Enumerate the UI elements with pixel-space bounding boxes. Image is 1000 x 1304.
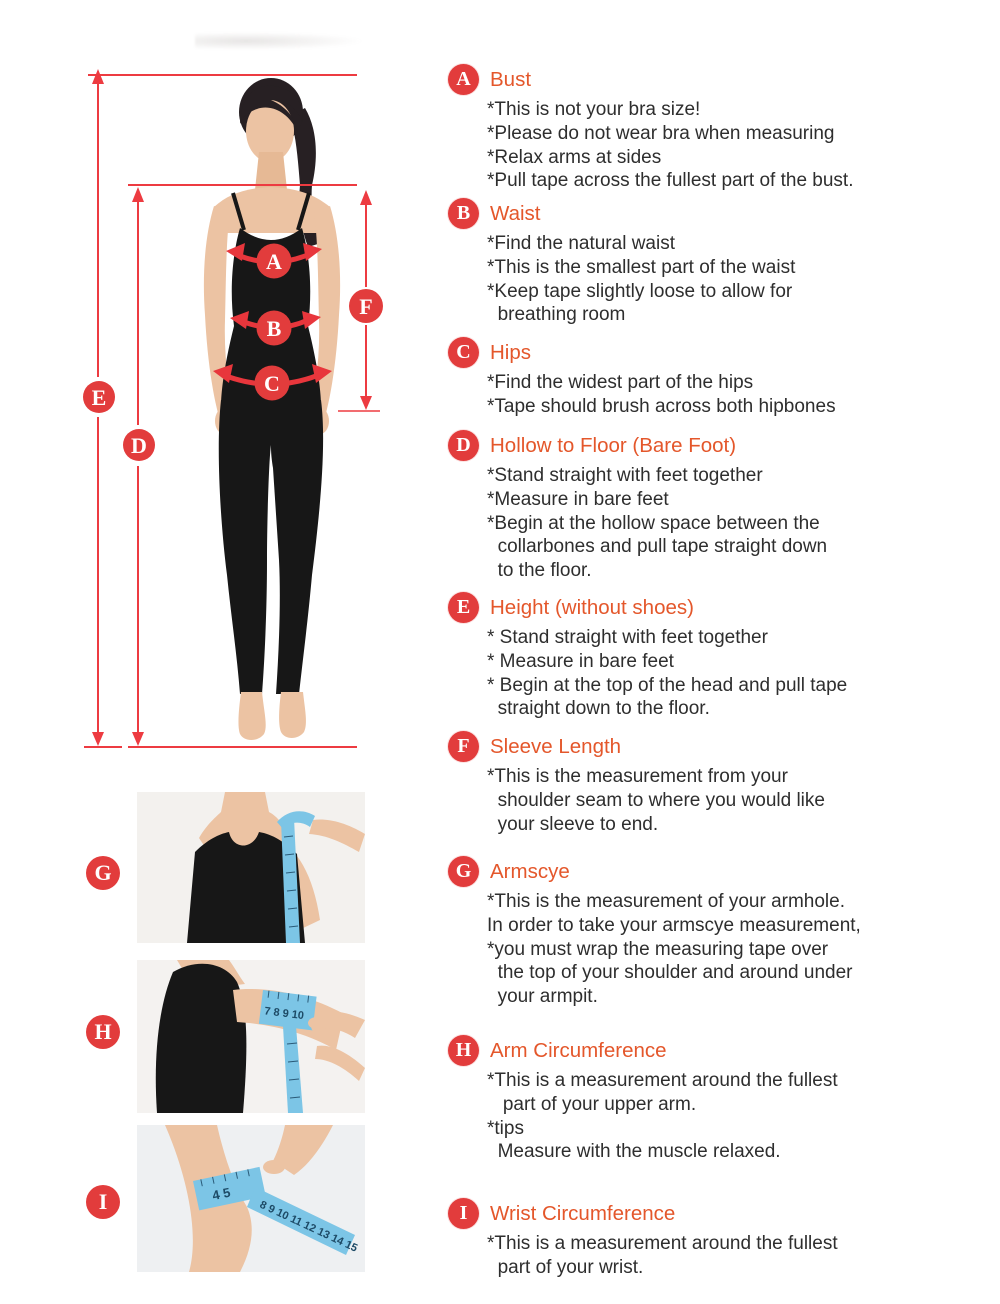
text-line: straight down to the floor. [487, 698, 710, 720]
section-body [487, 98, 996, 193]
badge-d [448, 430, 479, 461]
chest [212, 187, 332, 233]
badge-h-right [448, 1035, 479, 1066]
marker-letter-d: D [131, 433, 147, 458]
text-line: breathing room [487, 304, 626, 326]
text-line: *Pull tape across the fullest part of the bust. [487, 170, 854, 192]
section-header [448, 64, 996, 95]
text-line: part of your wrist. [487, 1256, 644, 1278]
text-line: *Tape should brush across both hipbones [487, 395, 836, 417]
text-line: *tips [487, 1117, 524, 1139]
arm-circumference-photo [137, 960, 365, 1113]
text-line: * Begin at the top of the head and pull tape [487, 674, 848, 696]
sleeve-arrow-down [360, 396, 372, 410]
tank-side [156, 964, 247, 1113]
pinching-fingers [263, 1160, 285, 1174]
band-numbers: 4 5 [210, 1184, 232, 1204]
text-line: * Measure in bare feet [487, 650, 674, 672]
section-body [487, 626, 996, 721]
model-measurement-figure [0, 0, 440, 780]
model-photo [204, 78, 340, 740]
section-armscye [448, 856, 996, 1009]
left-foot [238, 692, 265, 740]
section-header [448, 198, 996, 229]
badge-g-letter: G [94, 860, 112, 885]
section-title: Height (without shoes) [490, 595, 694, 619]
badge-b-letter: B [456, 202, 471, 224]
text-line: *Please do not wear bra when measuring [487, 122, 835, 144]
section-hollow-to-floor [448, 430, 996, 583]
section-title: Waist [490, 201, 541, 225]
text-line: part of your upper arm. [487, 1093, 697, 1115]
right-foot [279, 692, 306, 738]
text-line: *you must wrap the measuring tape over [487, 938, 829, 960]
section-wrist-circumference [448, 1198, 996, 1280]
section-header [448, 856, 996, 887]
section-bust [448, 64, 996, 193]
section-header [448, 430, 996, 461]
section-header [448, 592, 996, 623]
badge-h-letter: H [94, 1019, 112, 1044]
waist-arrow-right-head [302, 311, 321, 329]
badge-i-letter: I [98, 1189, 108, 1214]
section-title: Hips [490, 340, 532, 364]
badge-h-right-letter: H [455, 1039, 472, 1061]
text-line: In order to take your armscye measurement, [487, 914, 861, 936]
section-sleeve-length [448, 731, 996, 836]
section-hips [448, 337, 996, 419]
section-body [487, 464, 996, 583]
text-line: *Find the widest part of the hips [487, 372, 754, 393]
marker-letter-f: F [359, 294, 373, 319]
text-line: shoulder seam to where you would like [487, 789, 825, 811]
pinching-fingers [308, 1017, 326, 1029]
badge-b [448, 198, 479, 229]
section-body [487, 371, 996, 419]
badge-c-letter: C [456, 341, 471, 363]
section-waist [448, 198, 996, 327]
text-line: *Measure in bare feet [487, 488, 669, 510]
badge-c [448, 337, 479, 368]
badge-f-letter: F [457, 735, 470, 757]
text-line: *This is a measurement around the fullest [487, 1070, 838, 1091]
marker-letter-b: B [266, 316, 282, 341]
tape-numbers: 7 8 9 10 [263, 1005, 305, 1023]
height-arrow-up [92, 69, 104, 84]
text-line: your armpit. [487, 986, 598, 1008]
text-line: *Begin at the hollow space between the [487, 512, 820, 534]
badge-i-right-letter: I [459, 1202, 468, 1224]
section-header [448, 1198, 996, 1229]
badge-d-letter: D [456, 434, 471, 456]
text-line: Measure with the muscle relaxed. [487, 1141, 781, 1163]
text-line: collarbones and pull tape straight down [487, 536, 828, 558]
text-line: your sleeve to end. [487, 813, 659, 835]
text-line: * Stand straight with feet together [487, 627, 768, 648]
section-body [487, 765, 996, 836]
tail-numbers: 8 9 10 11 12 13 14 15 [257, 1198, 360, 1255]
text-line: *Keep tape slightly loose to allow for [487, 280, 793, 302]
text-line: *Relax arms at sides [487, 146, 662, 168]
badge-g [86, 856, 120, 890]
section-body [487, 1232, 996, 1280]
sleeve-arrow-up [360, 190, 372, 205]
marker-letter-a: A [266, 249, 282, 274]
section-body [487, 1069, 996, 1164]
badge-f [448, 731, 479, 762]
section-title: Armscye [490, 859, 570, 883]
wrist-circumference-photo [137, 1125, 365, 1272]
marker-letter-e: E [91, 385, 107, 410]
section-title: Wrist Circumference [490, 1201, 676, 1225]
badge-h [86, 1015, 120, 1049]
badge-a-letter: A [456, 68, 471, 90]
section-title: Arm Circumference [490, 1038, 667, 1062]
text-line: *This is the measurement from your [487, 766, 788, 787]
section-header [448, 731, 996, 762]
section-title: Hollow to Floor (Bare Foot) [490, 433, 737, 457]
text-line: *This is not your bra size! [487, 99, 701, 120]
tape-band [259, 990, 317, 1030]
section-title: Bust [490, 67, 532, 91]
section-header [448, 1035, 996, 1066]
badge-a [448, 64, 479, 95]
text-line: the top of your shoulder and around under [487, 962, 853, 984]
section-body [487, 890, 996, 1009]
section-body [487, 232, 996, 327]
text-line: *Find the natural waist [487, 233, 675, 254]
badge-g-right-letter: G [455, 860, 472, 882]
section-header [448, 337, 996, 368]
marker-letter-c: C [264, 371, 280, 396]
armscye-photo [137, 792, 365, 943]
badge-e [448, 592, 479, 623]
text-line: to the floor. [487, 560, 592, 582]
text-line: *This is a measurement around the fullest [487, 1233, 838, 1254]
text-line: *This is the smallest part of the waist [487, 256, 796, 278]
hollow-arrow-down [132, 732, 144, 746]
section-height [448, 592, 996, 721]
badge-i [86, 1185, 120, 1219]
section-arm-circumference [448, 1035, 996, 1164]
badge-i-right [448, 1198, 479, 1229]
hollow-arrow-up [132, 187, 144, 202]
badge-g-right [448, 856, 479, 887]
height-arrow-down [92, 732, 104, 746]
section-title: Sleeve Length [490, 734, 622, 758]
text-line: *Stand straight with feet together [487, 465, 763, 486]
badge-e-letter: E [456, 596, 471, 618]
leggings [219, 400, 323, 694]
text-line: *This is the measurement of your armhole. [487, 891, 845, 912]
